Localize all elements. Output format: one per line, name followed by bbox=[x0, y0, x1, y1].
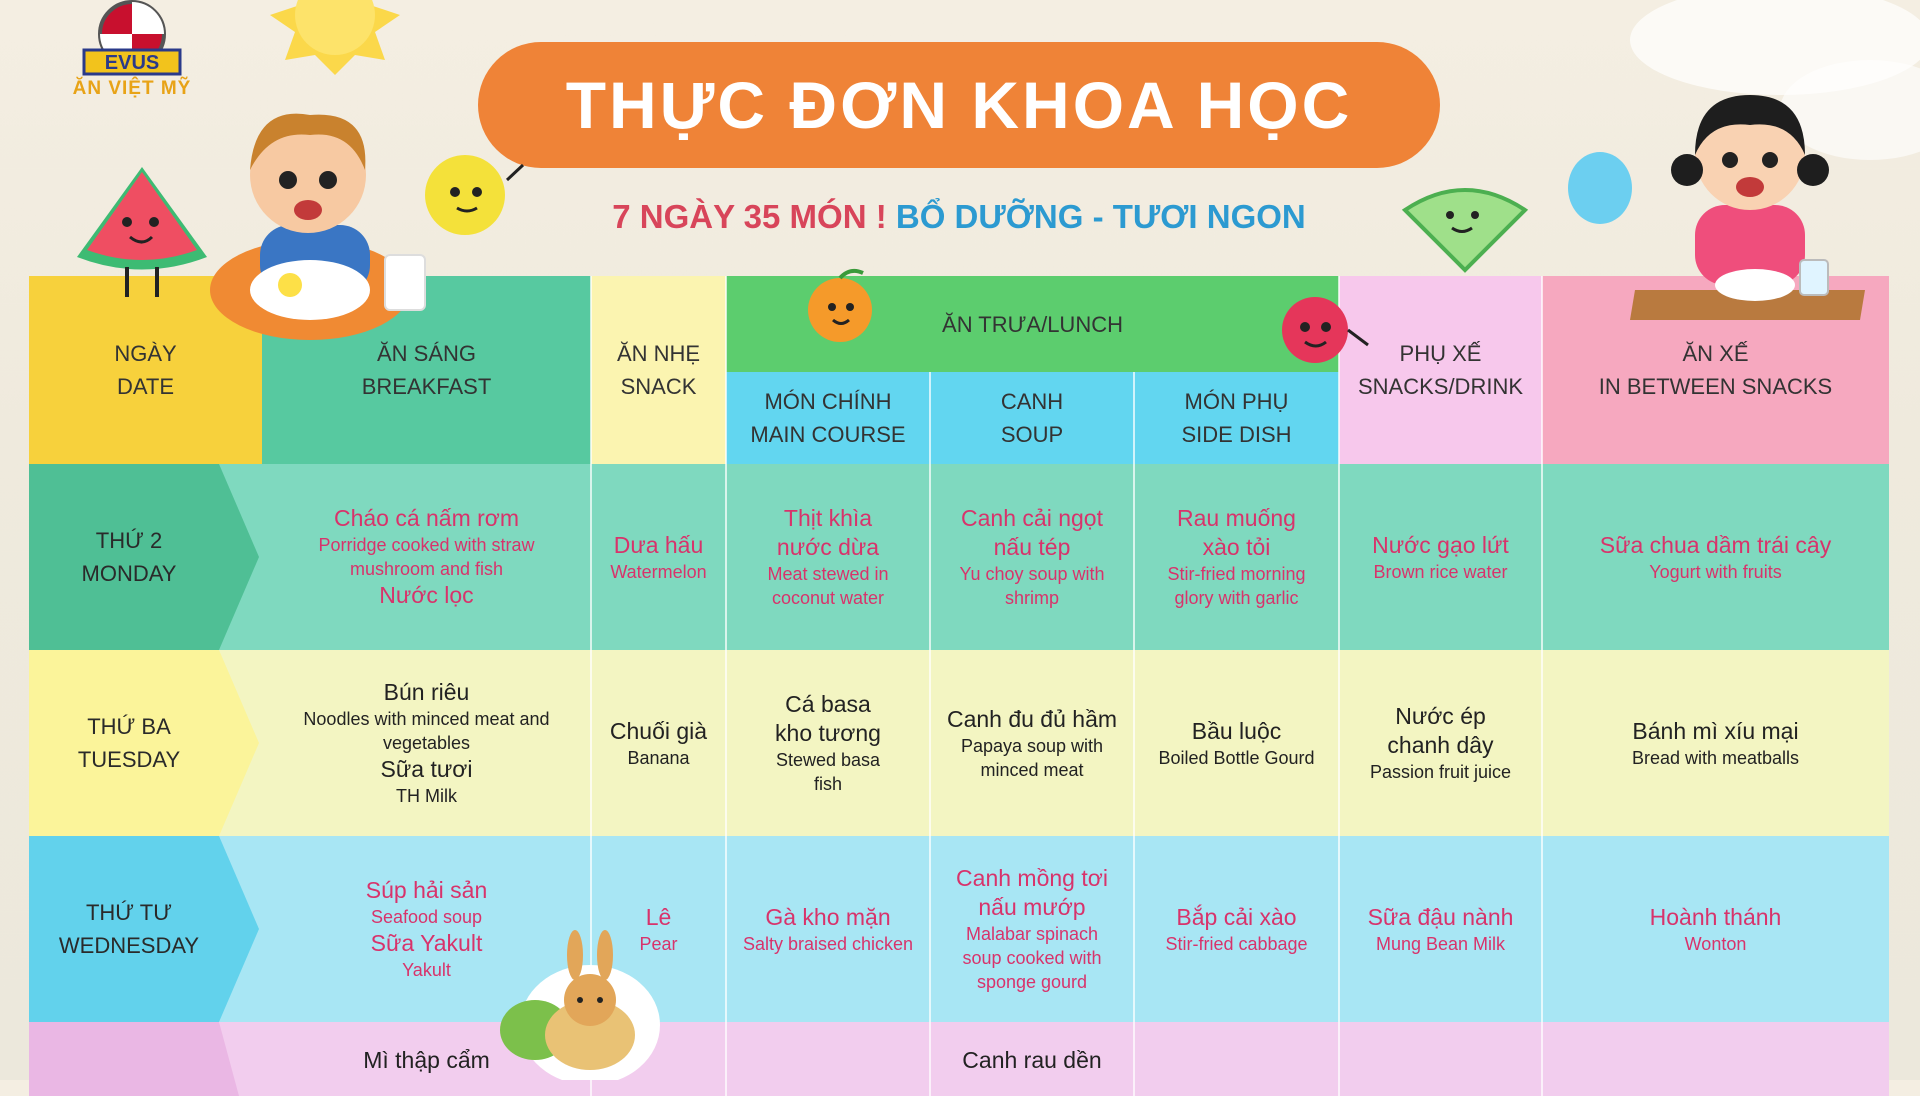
cell-breakfast: Cháo cá nấm rơm Porridge cooked with straw mushroom and fish Nước lọc bbox=[318, 505, 535, 608]
bunny-bowl-icon bbox=[495, 930, 665, 1080]
cell-main: Cá basa kho tương Stewed basa fish bbox=[775, 691, 881, 794]
lime-icon bbox=[1400, 180, 1530, 280]
boy-icon bbox=[200, 90, 450, 350]
subtitle-slogan: BỔ DƯỠNG - TƯƠI NGON bbox=[895, 198, 1306, 235]
menu-table bbox=[29, 276, 1889, 1096]
cell-drink: Nước gạo lứt Brown rice water bbox=[1372, 531, 1509, 582]
header-main-en: MAIN COURSE bbox=[750, 422, 906, 447]
header-snack-vi: ĂN NHẸ bbox=[616, 341, 701, 366]
cell-between: Bánh mì xíu mại Bread with meatballs bbox=[1631, 717, 1800, 768]
header-side-en: SIDE DISH bbox=[1181, 422, 1292, 447]
cell-drink: Sữa đậu nành Mung Bean Milk bbox=[1367, 903, 1514, 954]
cell-main: Gà kho mặn Salty braised chicken bbox=[742, 903, 914, 954]
cell-side: Rau muống xào tỏi Stir-fried morning glory with garlic bbox=[1167, 505, 1306, 608]
column-divider bbox=[1541, 276, 1543, 1096]
header-snack-en: SNACK bbox=[620, 374, 697, 399]
cell-soup: Canh cải ngọt nấu tép Yu choy soup with shrimp bbox=[959, 505, 1105, 608]
cell-snack: Dưa hấu Watermelon bbox=[610, 531, 707, 582]
cell-between: Sữa chua dầm trái cây Yogurt with fruits bbox=[1599, 531, 1832, 582]
header-snack bbox=[591, 276, 726, 464]
cell-breakfast: Mì thập cẩm bbox=[363, 1047, 490, 1073]
cell-snack: Chuối già Banana bbox=[609, 717, 708, 768]
header-soup-vi: CANH bbox=[1000, 389, 1064, 414]
apple-icon bbox=[415, 140, 525, 240]
subtitle-days: 7 NGÀY 35 MÓN ! bbox=[612, 198, 887, 235]
cell-breakfast: Bún riêu Noodles with minced meat and vegetables Sữa tươi TH Milk bbox=[303, 679, 550, 806]
header-main-vi: MÓN CHÍNH bbox=[764, 389, 892, 414]
header-drink-vi: PHỤ XẾ bbox=[1399, 341, 1482, 366]
header-date-en: DATE bbox=[116, 374, 175, 399]
cell-side: Bắp cải xào Stir-fried cabbage bbox=[1165, 903, 1308, 954]
title-banner bbox=[478, 42, 1440, 168]
orange-icon bbox=[795, 265, 885, 355]
header-between-en: IN BETWEEN SNACKS bbox=[1598, 374, 1833, 399]
header-breakfast-vi: ĂN SÁNG bbox=[376, 341, 477, 366]
header-main bbox=[726, 372, 930, 464]
header-between-vi: ĂN XẾ bbox=[1682, 341, 1749, 366]
header-breakfast-en: BREAKFAST bbox=[361, 374, 492, 399]
cell-snack: Lê Pear bbox=[639, 903, 678, 954]
header-soup bbox=[930, 372, 1134, 464]
subtitle bbox=[478, 198, 1440, 236]
cell-soup: Canh mồng tơi nấu mướp Malabar spinach soup cooked with sponge gourd bbox=[956, 865, 1108, 992]
column-divider bbox=[725, 276, 727, 1096]
day-arrow bbox=[29, 1022, 262, 1096]
day-monday: THỨ 2 MONDAY bbox=[81, 528, 177, 586]
cell-side: Bầu luộc Boiled Bottle Gourd bbox=[1158, 717, 1315, 768]
header-drink-en: SNACKS/DRINK bbox=[1357, 374, 1524, 399]
header-side bbox=[1134, 372, 1339, 464]
column-divider bbox=[1133, 372, 1135, 1096]
column-divider bbox=[929, 372, 931, 1096]
header-date-vi: NGÀY bbox=[114, 341, 177, 366]
header-lunch-label: ĂN TRƯA/LUNCH bbox=[942, 311, 1123, 337]
page-title: THỰC ĐƠN KHOA HỌC bbox=[565, 68, 1353, 142]
header-soup-en: SOUP bbox=[1000, 422, 1064, 447]
cell-between: Hoành thánh Wonton bbox=[1649, 903, 1782, 954]
day-wednesday: THỨ TƯ WEDNESDAY bbox=[58, 900, 200, 958]
girl-icon bbox=[1625, 75, 1875, 335]
cell-breakfast: Súp hải sản Seafood soup Sữa Yakult Yakult bbox=[365, 877, 488, 980]
logo-text: ĂN VIỆT MỸ bbox=[72, 78, 192, 99]
logo-badge: EVUS bbox=[104, 52, 160, 74]
sun-icon bbox=[235, 0, 435, 80]
cell-soup: Canh đu đủ hầm Papaya soup with minced meat bbox=[946, 705, 1118, 780]
apple-icon bbox=[1270, 285, 1370, 375]
header-side-vi: MÓN PHỤ bbox=[1184, 389, 1289, 414]
watermelon-icon bbox=[72, 162, 212, 302]
cell-drink: Nước ép chanh dây Passion fruit juice bbox=[1369, 703, 1512, 782]
column-divider bbox=[1338, 276, 1340, 1096]
cell-soup: Canh rau dền bbox=[962, 1047, 1102, 1073]
day-tuesday: THỨ BA TUESDAY bbox=[77, 714, 181, 772]
cell-main: Thịt khìa nước dừa Meat stewed in coconut water bbox=[767, 505, 889, 608]
